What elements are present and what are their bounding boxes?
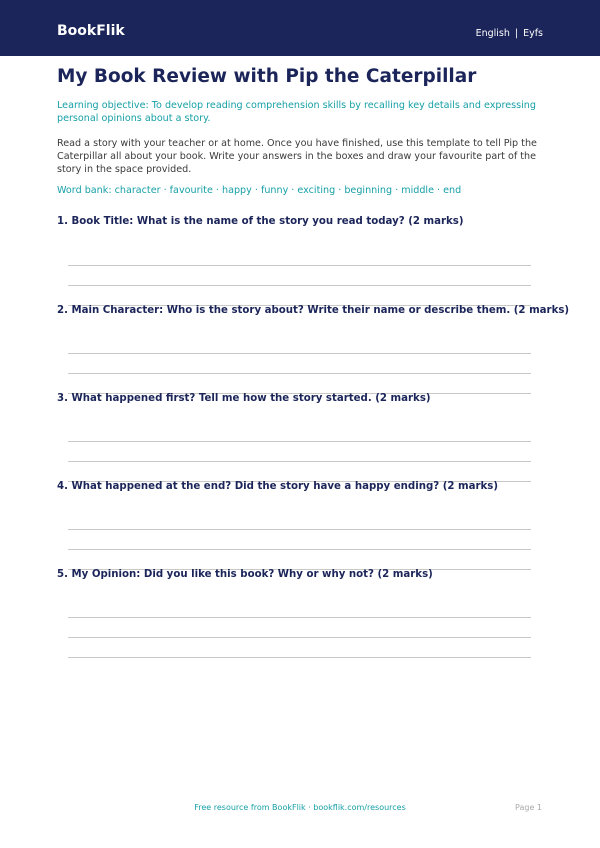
question-4: 4. What happened at the end? Did the story have a happy ending? (2 marks) <box>57 481 498 492</box>
language-selector[interactable] <box>476 28 543 39</box>
answer-line[interactable] <box>68 373 531 374</box>
learning-objective: Learning objective: To develop reading comprehension skills by recalling key details and expressing personal opinions about a story. <box>57 100 536 124</box>
instructions: Read a story with your teacher or at home. Once you have finished, use this template to tell Pip the Caterpillar all about your book. Write your answers in the boxes and draw your favourite part of the story in the space provided. <box>57 138 537 176</box>
answer-line[interactable] <box>68 529 531 530</box>
word-bank: Word bank: character · favourite · happy · funny · exciting · beginning · middle · end <box>57 185 462 196</box>
answer-line[interactable] <box>68 265 531 266</box>
page-number: Page 1 <box>515 803 542 812</box>
question-2: 2. Main Character: Who is the story about? Write their name or describe them. (2 marks) <box>57 305 570 316</box>
answer-line[interactable] <box>68 461 531 462</box>
answer-line[interactable] <box>68 285 531 286</box>
answer-line[interactable] <box>68 617 531 618</box>
level-label[interactable]: Eyfs <box>523 28 543 39</box>
question-3: 3. What happened first? Tell me how the story started. (2 marks) <box>57 393 431 404</box>
question-1: 1. Book Title: What is the name of the story you read today? (2 marks) <box>57 216 464 227</box>
divider: | <box>514 28 519 39</box>
answer-line[interactable] <box>68 549 531 550</box>
answer-line[interactable] <box>68 441 531 442</box>
answer-line[interactable] <box>68 657 531 658</box>
footer-credit[interactable]: Free resource from BookFlik · bookflik.com/resources <box>194 803 406 812</box>
header-bar <box>0 0 600 56</box>
answer-line[interactable] <box>68 637 531 638</box>
page-title: My Book Review with Pip the Caterpillar <box>57 66 477 87</box>
brand-logo[interactable]: BookFlik <box>57 23 125 39</box>
language-label[interactable]: English <box>475 28 510 39</box>
answer-line[interactable] <box>68 353 531 354</box>
question-5: 5. My Opinion: Did you like this book? Why or why not? (2 marks) <box>57 569 433 580</box>
